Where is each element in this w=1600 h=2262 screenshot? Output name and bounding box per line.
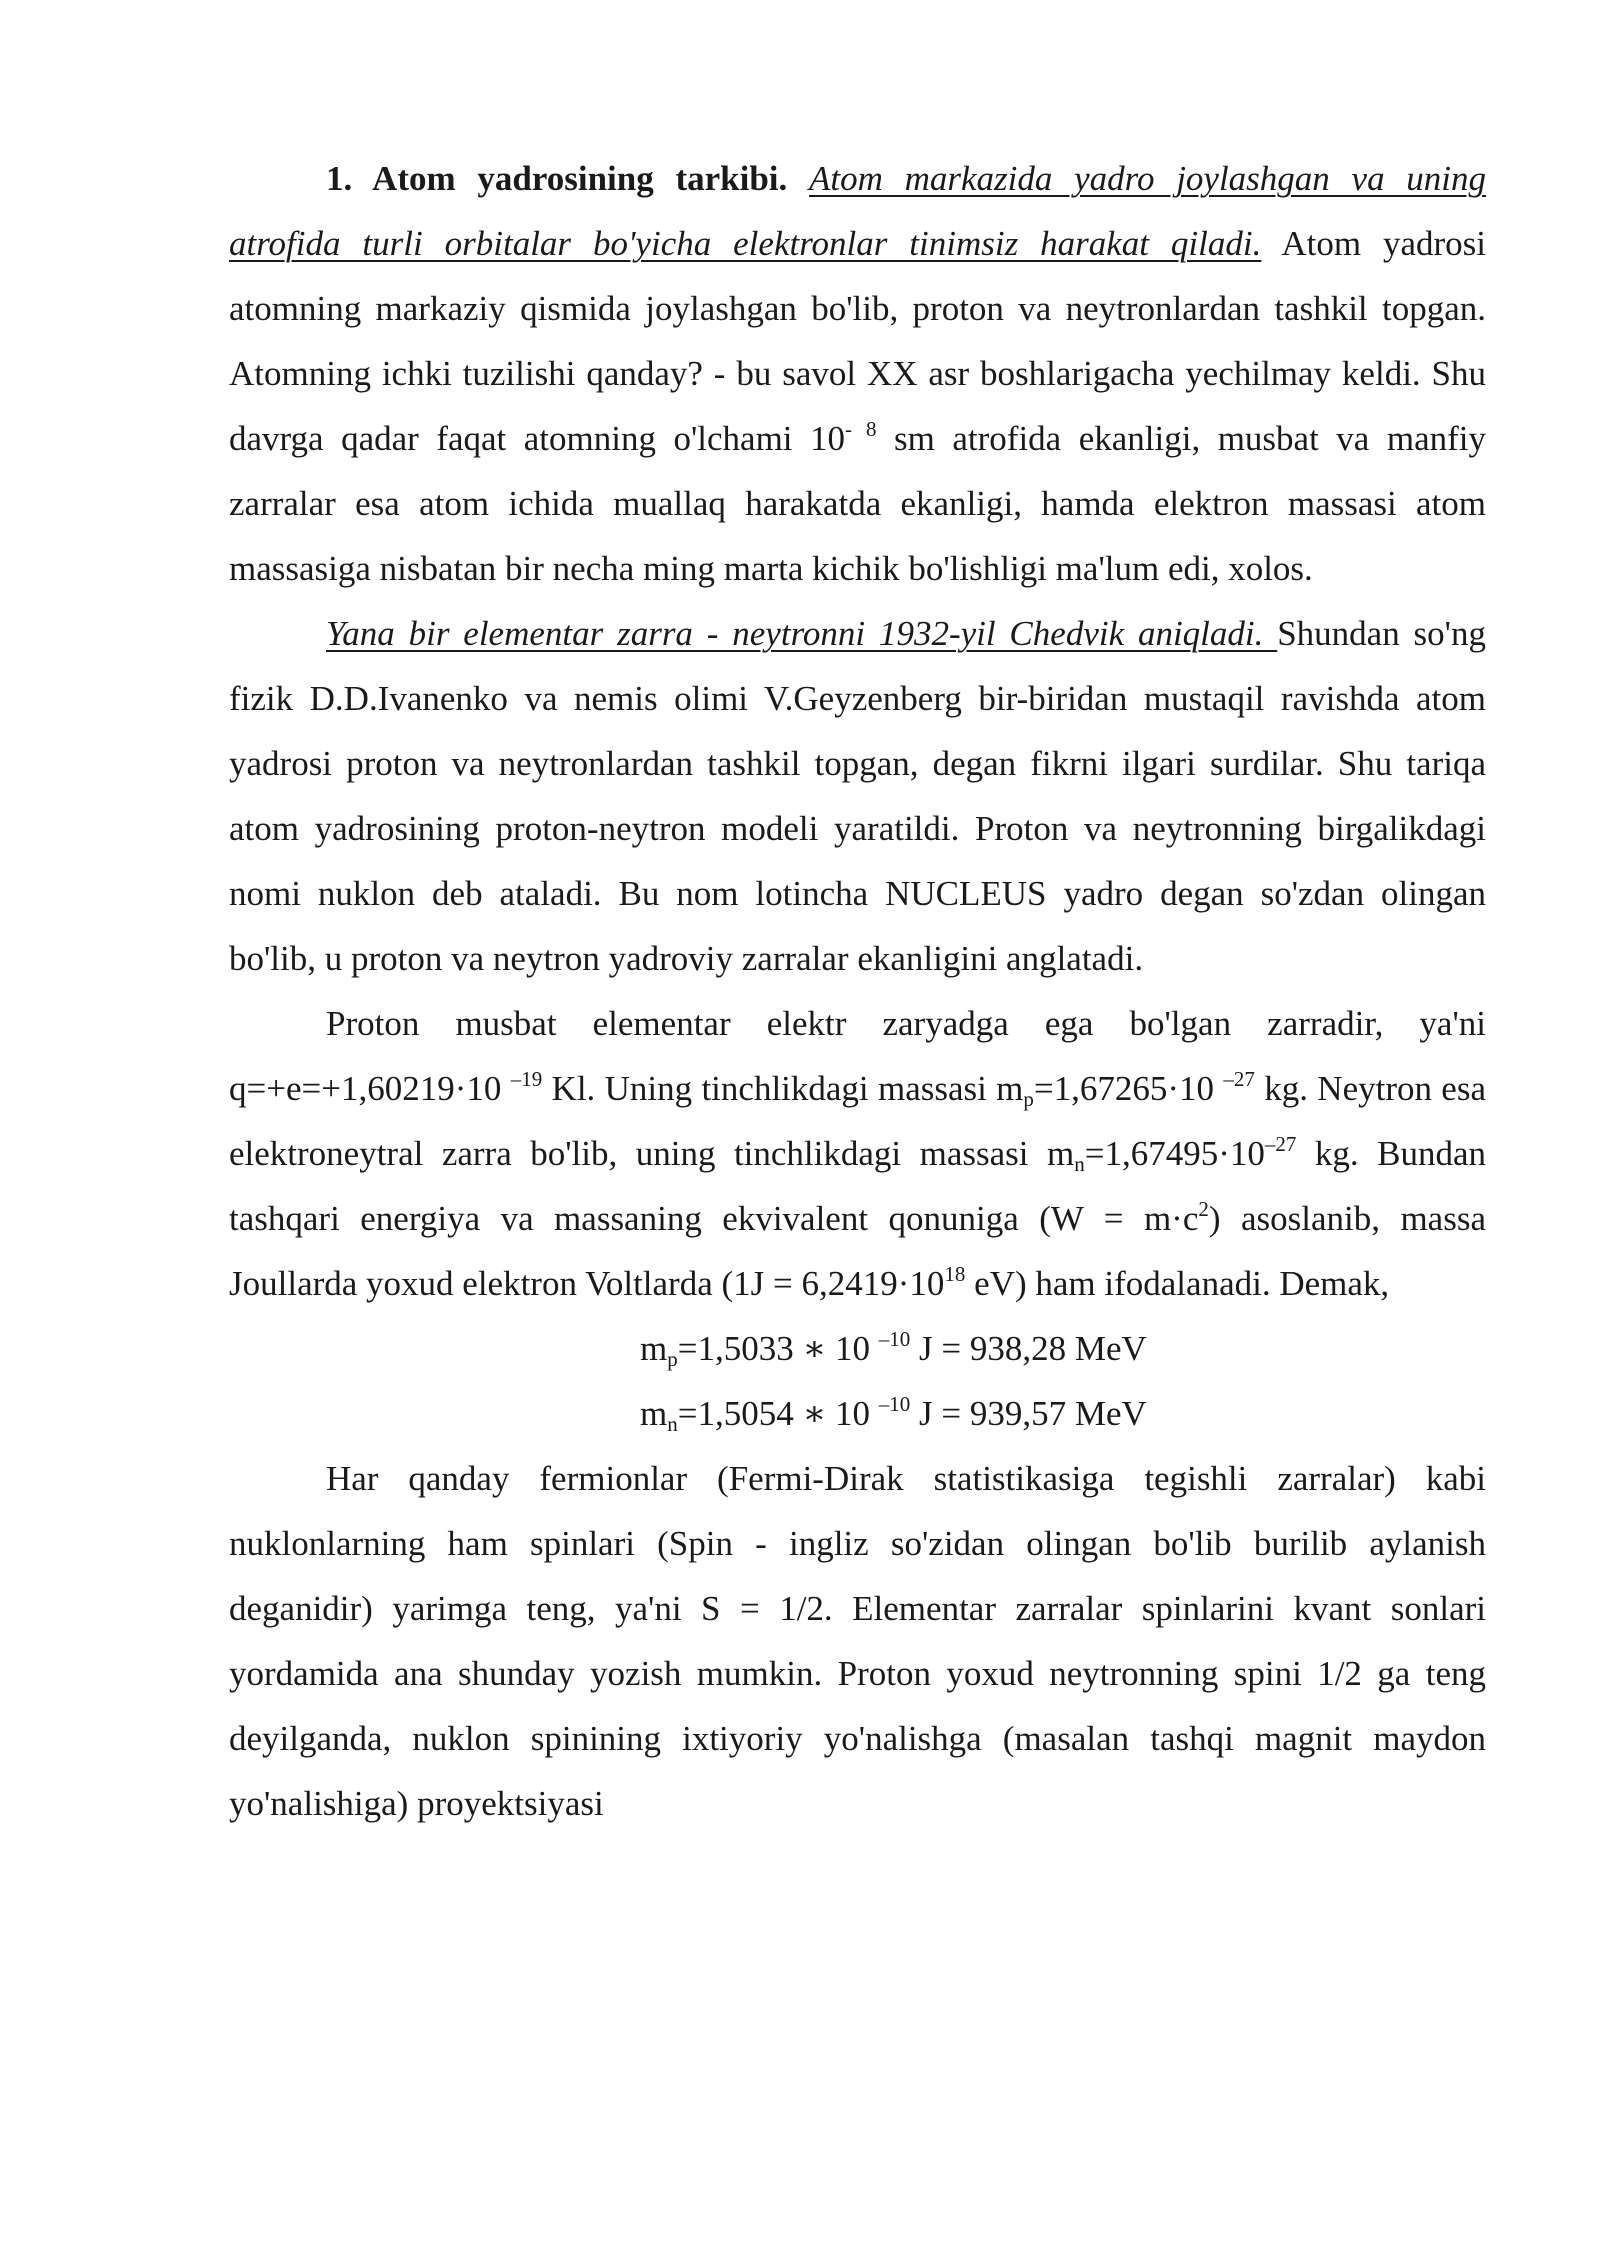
paragraph-text: kg. Bundan tashqari energiya va massaning ekvivalent qonuniga (W = m·c xyxy=(229,1134,1486,1238)
paragraph-text: Atom yadrosi atomning markaziy qismida joylashgan bo'lib, proton va neytronlardan tashkil topgan. Atomning ichki tuzilishi qanday? - bu savol XX asr boshlarigacha yechilmay keldi. Shu davrga qadar faqat atomning o'lchami 10 xyxy=(229,224,1487,458)
section-heading: 1. Atom yadrosining tarkibi. xyxy=(326,159,788,198)
paragraph-nucleon-spin xyxy=(229,1446,1486,1836)
exponent: –19 xyxy=(510,1067,543,1091)
paragraph-proton-neutron-mass xyxy=(229,991,1486,1316)
document-page xyxy=(229,146,1486,1836)
paragraph-text: =1,67265·10 xyxy=(1033,1069,1224,1108)
subscript: n xyxy=(1074,1152,1085,1176)
exponent: –27 xyxy=(1264,1132,1297,1156)
formula-neutron-mass xyxy=(229,1381,1486,1446)
paragraph-text: ) asoslanib, massa Joullarda yoxud elektron Voltlarda (1J = 6,2419·10 xyxy=(229,1199,1486,1303)
paragraph-text: Har qanday fermionlar (Fermi-Dirak statistikasiga tegishli zarralar) kabi nuklonlarning ham spinlari (Spin - ingliz so'zidan olingan bo'lib burilib aylanish deganidir) yarimga teng, ya'ni S = 1/2. Elementar zarralar spinlarini kvant sonlari yordamida ana shunday yozish mumkin. Proton yoxud neytronning spini 1/2 ga teng deyilganda, nuklon spinining ixtiyoriy yo'nalishga (masalan tashqi magnit maydon yo'nalishiga) proyektsiyasi xyxy=(229,1459,1486,1823)
paragraph-text: sm atrofida ekanligi, musbat va manfiy zarralar esa atom ichida muallaq harakatda ekanligi, hamda elektron massasi atom massasiga nisbatan bir necha ming marta kichik bo'lishligi ma'lum edi, xolos. xyxy=(229,419,1486,588)
paragraph-text: kg. Neytron esa elektroneytral zarra bo'lib, uning tinchlikdagi massasi m xyxy=(229,1069,1486,1173)
exponent: –27 xyxy=(1223,1067,1255,1091)
formula-text: =1,5033 ∗ 10 xyxy=(677,1329,879,1368)
underlined-statement: Yana bir elementar zarra - neytronni 1932-yil Chedvik aniqladi. xyxy=(326,614,1278,653)
formula-text: J = 938,28 MeV xyxy=(910,1329,1147,1368)
exponent: 18 xyxy=(944,1262,966,1286)
formula-symbol: m xyxy=(640,1329,668,1368)
formula-text: =1,5054 ∗ 10 xyxy=(677,1394,879,1433)
subscript: p xyxy=(667,1347,678,1371)
subscript: p xyxy=(1023,1087,1034,1111)
formula-proton-mass xyxy=(229,1316,1486,1381)
paragraph-atom-nucleus-composition xyxy=(229,146,1486,601)
exponent: –10 xyxy=(878,1392,911,1416)
subscript: n xyxy=(667,1412,678,1436)
paragraph-text: Proton musbat elementar elektr zaryadga ega bo'lgan zarradir, ya'ni q=+e=+1,60219·10 xyxy=(229,1004,1486,1108)
exponent: 2 xyxy=(1198,1197,1209,1221)
paragraph-text: Kl. Uning tinchlikdagi massasi m xyxy=(542,1069,1024,1108)
formula-symbol: m xyxy=(640,1394,668,1433)
paragraph-neutron-discovery xyxy=(229,601,1486,991)
paragraph-text: Shundan so'ng fizik D.D.Ivanenko va nemis olimi V.Geyzenberg bir-biridan mustaqil ravishda atom yadrosi proton va neytronlardan tashkil topgan, degan fikrni ilgari surdilar. Shu tariqa atom yadrosining proton-neytron modeli yaratildi. Proton va neytronning birgalikdagi nomi nuklon deb ataladi. Bu nom lotincha NUCLEUS yadro degan so'zdan olingan bo'lib, u proton va neytron yadroviy zarralar ekanligini anglatadi. xyxy=(229,614,1486,978)
formula-text: J = 939,57 MeV xyxy=(910,1394,1147,1433)
exponent: - 8 xyxy=(845,417,877,441)
paragraph-text: =1,67495·10 xyxy=(1084,1134,1265,1173)
exponent: –10 xyxy=(878,1327,911,1351)
underlined-statement: Atom markazida yadro joylashgan va uning atrofida turli orbitalar bo'yicha elektronlar tinimsiz harakat qiladi. xyxy=(229,159,1487,263)
paragraph-text: eV) ham ifodalanadi. Demak, xyxy=(965,1264,1390,1303)
